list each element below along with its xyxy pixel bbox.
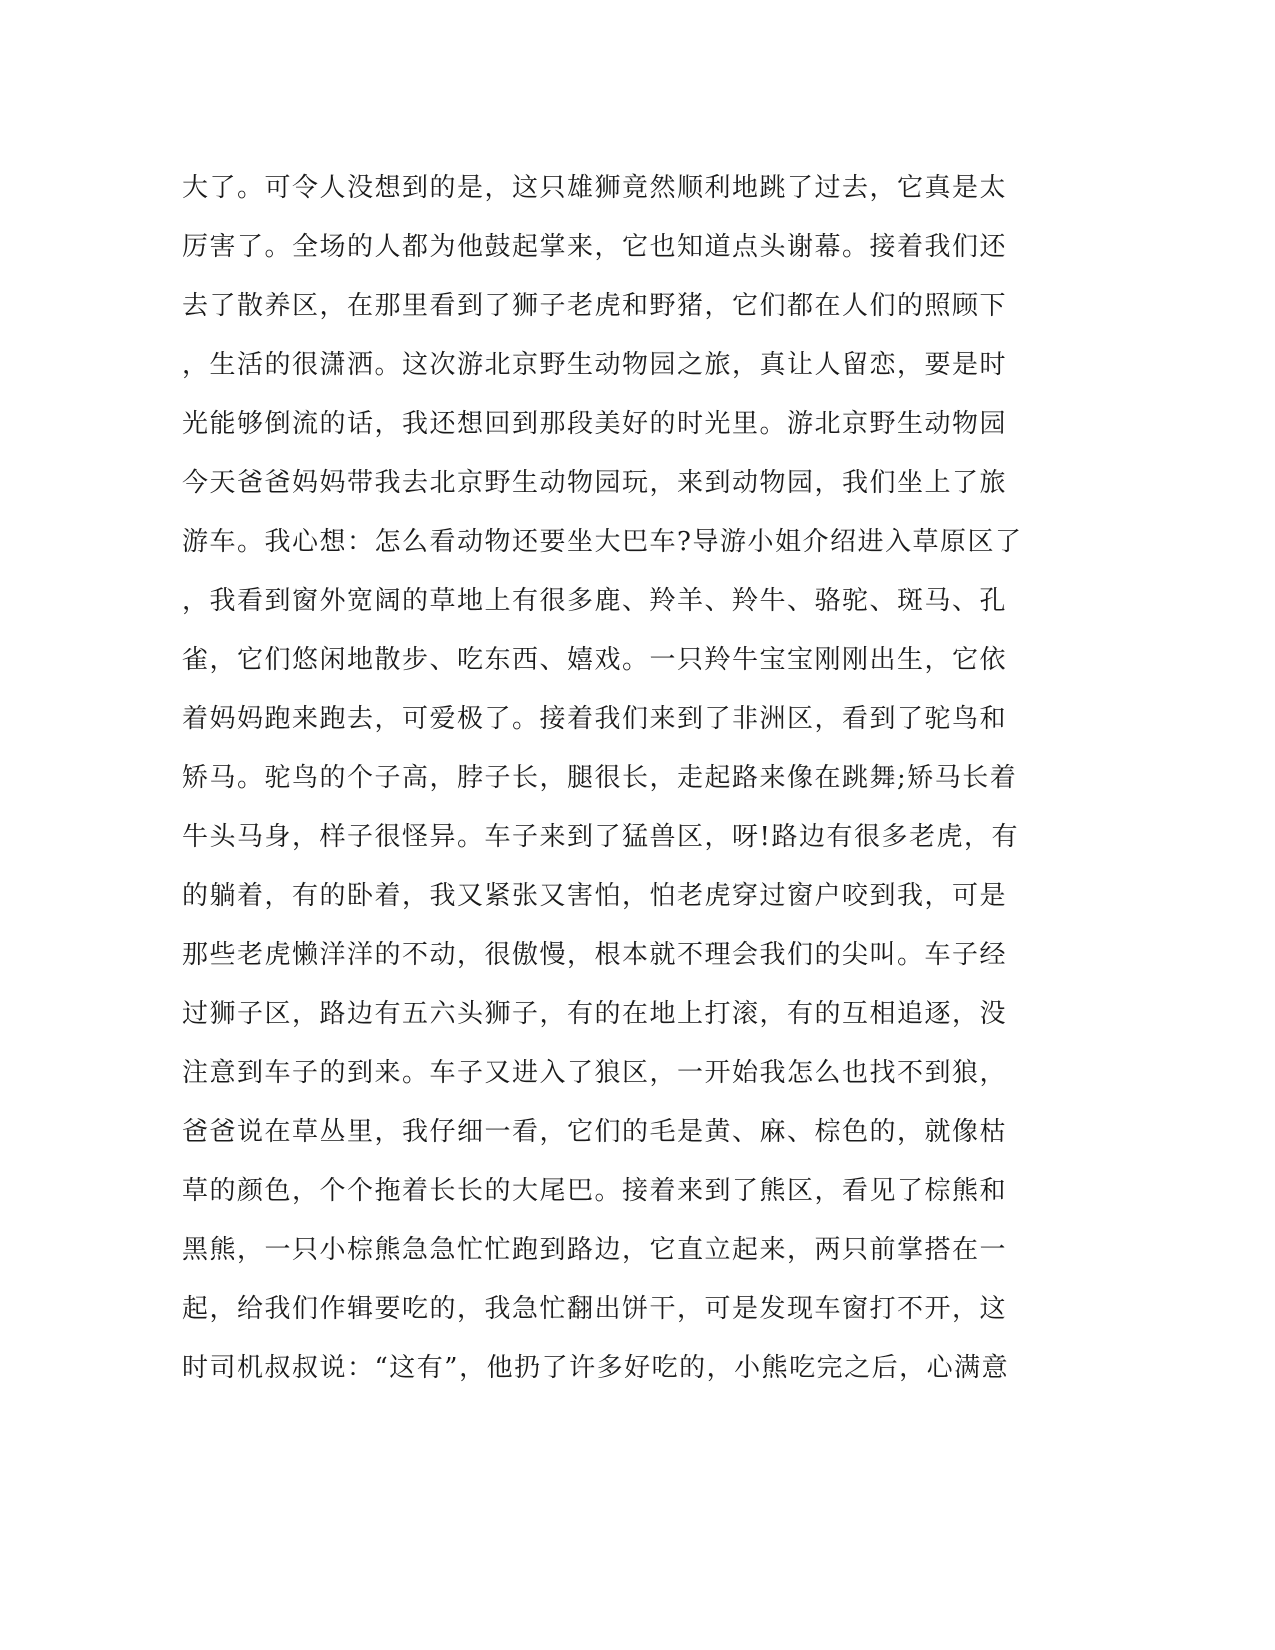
text-line: 的躺着，有的卧着，我又紧张又害怕，怕老虎穿过窗户咬到我，可是 (182, 881, 1008, 911)
text-line: 黑熊，一只小棕熊急急忙忙跑到路边，它直立起来，两只前掌搭在一 (182, 1235, 1008, 1265)
text-line: 过狮子区，路边有五六头狮子，有的在地上打滚，有的互相追逐，没 (182, 999, 1008, 1029)
text-line: 注意到车子的到来。车子又进入了狼区，一开始我怎么也找不到狼， (182, 1058, 1008, 1088)
text-line: 光能够倒流的话，我还想回到那段美好的时光里。游北京野生动物园 (182, 409, 1008, 439)
text-line: 今天爸爸妈妈带我去北京野生动物园玩，来到动物园，我们坐上了旅 (182, 468, 1008, 498)
text-line: ，生活的很潇洒。这次游北京野生动物园之旅，真让人留恋，要是时 (182, 350, 1008, 380)
text-line: 爸爸说在草丛里，我仔细一看，它们的毛是黄、麻、棕色的，就像枯 (182, 1117, 1008, 1147)
text-line: 矫马。驼鸟的个子高，脖子长，腿很长，走起路来像在跳舞;矫马长着 (182, 763, 1018, 793)
text-line: 游车。我心想：怎么看动物还要坐大巴车?导游小姐介绍进入草原区了 (182, 527, 1023, 557)
body-text (182, 159, 1062, 1398)
text-line: 大了。可令人没想到的是，这只雄狮竟然顺利地跳了过去，它真是太 (182, 173, 1008, 203)
text-line: ，我看到窗外宽阔的草地上有很多鹿、羚羊、羚牛、骆驼、斑马、孔 (182, 586, 1008, 616)
text-line: 起，给我们作辑要吃的，我急忙翻出饼干，可是发现车窗打不开，这 (182, 1294, 1008, 1324)
text-line: 牛头马身，样子很怪异。车子来到了猛兽区，呀!路边有很多老虎，有 (182, 822, 1019, 852)
text-line: 草的颜色，个个拖着长长的大尾巴。接着来到了熊区，看见了棕熊和 (182, 1176, 1008, 1206)
text-line: 厉害了。全场的人都为他鼓起掌来，它也知道点头谢幕。接着我们还 (182, 232, 1008, 262)
text-line: 时司机叔叔说：“这有”，他扔了许多好吃的，小熊吃完之后，心满意 (182, 1353, 1010, 1383)
text-line: 去了散养区，在那里看到了狮子老虎和野猪，它们都在人们的照顾下 (182, 291, 1008, 321)
text-line: 那些老虎懒洋洋的不动，很傲慢，根本就不理会我们的尖叫。车子经 (182, 940, 1008, 970)
text-line: 雀，它们悠闲地散步、吃东西、嬉戏。一只羚牛宝宝刚刚出生，它依 (182, 645, 1008, 675)
text-line: 着妈妈跑来跑去，可爱极了。接着我们来到了非洲区，看到了驼鸟和 (182, 704, 1008, 734)
